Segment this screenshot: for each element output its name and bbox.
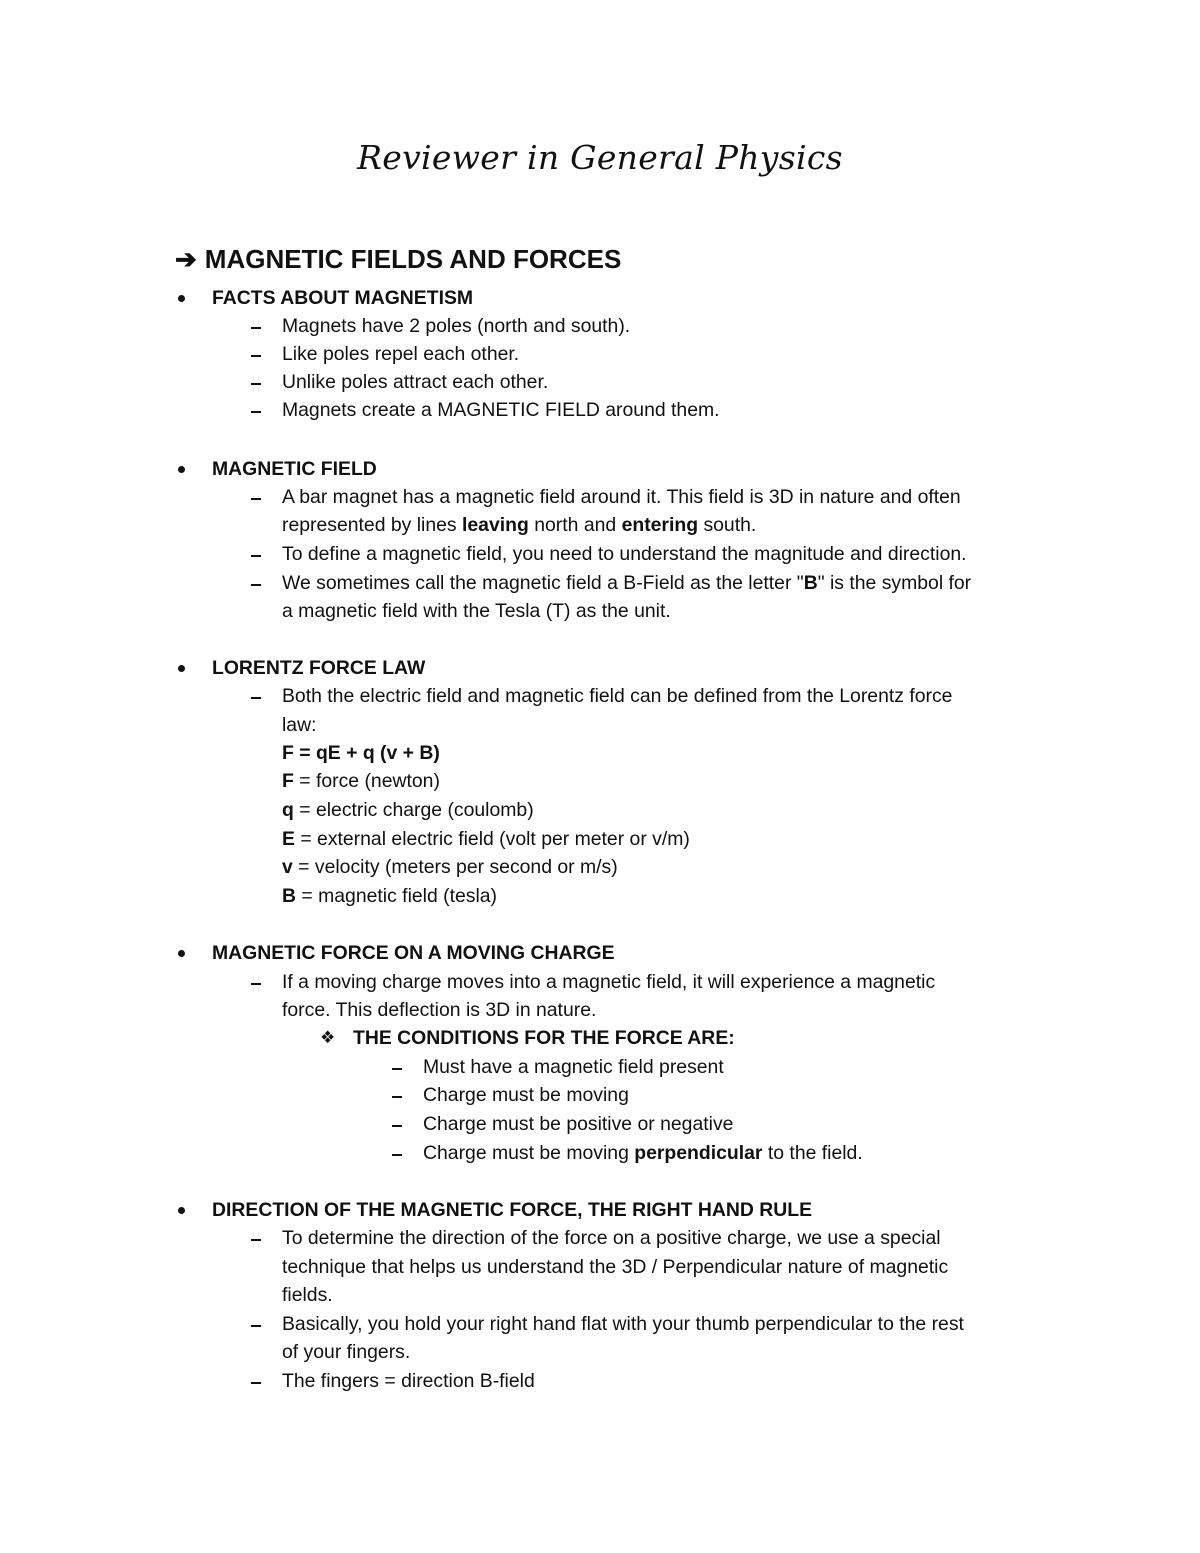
lorentz-def	[282, 767, 440, 796]
diamond-icon: ❖	[320, 1028, 336, 1047]
field-item-line: a magnetic field with the Tesla (T) as the unit.	[282, 600, 671, 622]
moving-line: force. This deflection is 3D in nature.	[282, 999, 597, 1021]
dash-icon	[251, 355, 261, 357]
dash-icon	[251, 327, 261, 329]
section-heading	[175, 244, 621, 275]
lorentz-line: law:	[282, 714, 317, 736]
def-text: = velocity (meters per second or m/s)	[292, 856, 618, 878]
def-text: = electric charge (coulomb)	[293, 799, 534, 821]
bullet-icon	[178, 665, 185, 672]
conditions-title-text: THE CONDITIONS FOR THE FORCE ARE:	[353, 1027, 735, 1049]
text-span: north and	[528, 514, 622, 536]
lorentz-def	[282, 825, 690, 854]
lorentz-title	[212, 654, 425, 683]
section-heading-text: MAGNETIC FIELDS AND FORCES	[204, 244, 622, 274]
bullet-icon	[178, 950, 185, 957]
def-symbol: B	[282, 885, 297, 907]
dash-icon	[251, 1325, 261, 1327]
facts-title-text: FACTS ABOUT MAGNETISM	[212, 287, 474, 309]
facts-item: Unlike poles attract each other.	[282, 371, 549, 393]
dash-icon	[392, 1154, 402, 1156]
direction-line: Basically, you hold your right hand flat with your thumb perpendicular to the rest	[282, 1313, 964, 1335]
dash-icon	[392, 1096, 402, 1098]
text-span: Charge must be moving	[423, 1142, 635, 1164]
moving-title	[212, 939, 615, 968]
direction-line: The fingers = direction B-field	[282, 1370, 535, 1392]
bullet-icon	[178, 295, 185, 302]
field-item-line: A bar magnet has a magnetic field around it. This field is 3D in nature and often	[282, 486, 961, 508]
facts-item: Magnets create a MAGNETIC FIELD around them.	[282, 399, 720, 421]
bold-term: leaving	[462, 514, 529, 536]
dash-icon	[251, 1239, 261, 1241]
facts-title	[212, 284, 473, 313]
def-symbol: v	[282, 856, 293, 878]
bold-term: perpendicular	[634, 1142, 763, 1164]
bold-term: B	[803, 572, 818, 594]
document-title: Reviewer in General Physics	[357, 138, 843, 177]
bold-term: entering	[621, 514, 699, 536]
facts-item: Magnets have 2 poles (north and south).	[282, 315, 631, 337]
lorentz-title-text: LORENTZ FORCE LAW	[212, 657, 426, 679]
condition-item: Charge must be moving	[423, 1084, 629, 1106]
bullet-icon	[178, 466, 185, 473]
conditions-title	[353, 1024, 735, 1053]
dash-icon	[251, 983, 261, 985]
dash-icon	[251, 584, 261, 586]
def-text: = force (newton)	[293, 770, 440, 792]
direction-line: of your fingers.	[282, 1341, 411, 1363]
text-span: We sometimes call the magnetic field a B-Field as the letter "	[282, 572, 804, 594]
formula-text: F = qE + q (v + B)	[282, 742, 440, 764]
def-text: = external electric field (volt per meter or v/m)	[294, 828, 690, 850]
dash-icon	[251, 1382, 261, 1384]
dash-icon	[251, 411, 261, 413]
def-symbol: E	[282, 828, 295, 850]
def-symbol: q	[282, 799, 294, 821]
text-span: to the field.	[762, 1142, 863, 1164]
text-span: " is the symbol for	[817, 572, 972, 594]
field-item-line	[282, 511, 756, 540]
def-symbol: F	[282, 770, 294, 792]
dash-icon	[251, 697, 261, 699]
lorentz-def	[282, 882, 497, 911]
lorentz-def	[282, 796, 534, 825]
moving-line: If a moving charge moves into a magnetic field, it will experience a magnetic	[282, 971, 936, 993]
moving-title-text: MAGNETIC FORCE ON A MOVING CHARGE	[212, 942, 615, 964]
dash-icon	[251, 498, 261, 500]
dash-icon	[392, 1125, 402, 1127]
field-title-text: MAGNETIC FIELD	[212, 458, 377, 480]
field-item-line: To define a magnetic field, you need to understand the magnitude and direction.	[282, 543, 967, 565]
condition-item	[423, 1139, 863, 1168]
direction-line: To determine the direction of the force on a positive charge, we use a special	[282, 1227, 941, 1249]
text-span: represented by lines	[282, 514, 463, 536]
direction-title	[212, 1196, 812, 1225]
direction-line: fields.	[282, 1284, 333, 1306]
dash-icon	[251, 383, 261, 385]
lorentz-def	[282, 853, 618, 882]
dash-icon	[392, 1068, 402, 1070]
field-item-line	[282, 569, 971, 598]
condition-item: Charge must be positive or negative	[423, 1113, 734, 1135]
arrow-icon: ➔	[175, 244, 197, 274]
condition-item: Must have a magnetic field present	[423, 1056, 724, 1078]
bullet-icon	[178, 1207, 185, 1214]
lorentz-formula	[282, 739, 440, 768]
direction-line: technique that helps us understand the 3D / Perpendicular nature of magnetic	[282, 1256, 949, 1278]
text-span: south.	[698, 514, 757, 536]
direction-title-text: DIRECTION OF THE MAGNETIC FORCE, THE RIGHT HAND RULE	[212, 1199, 813, 1221]
def-text: = magnetic field (tesla)	[296, 885, 498, 907]
facts-item: Like poles repel each other.	[282, 343, 520, 365]
lorentz-line: Both the electric field and magnetic field can be defined from the Lorentz force	[282, 685, 953, 707]
dash-icon	[251, 555, 261, 557]
field-title	[212, 455, 377, 484]
